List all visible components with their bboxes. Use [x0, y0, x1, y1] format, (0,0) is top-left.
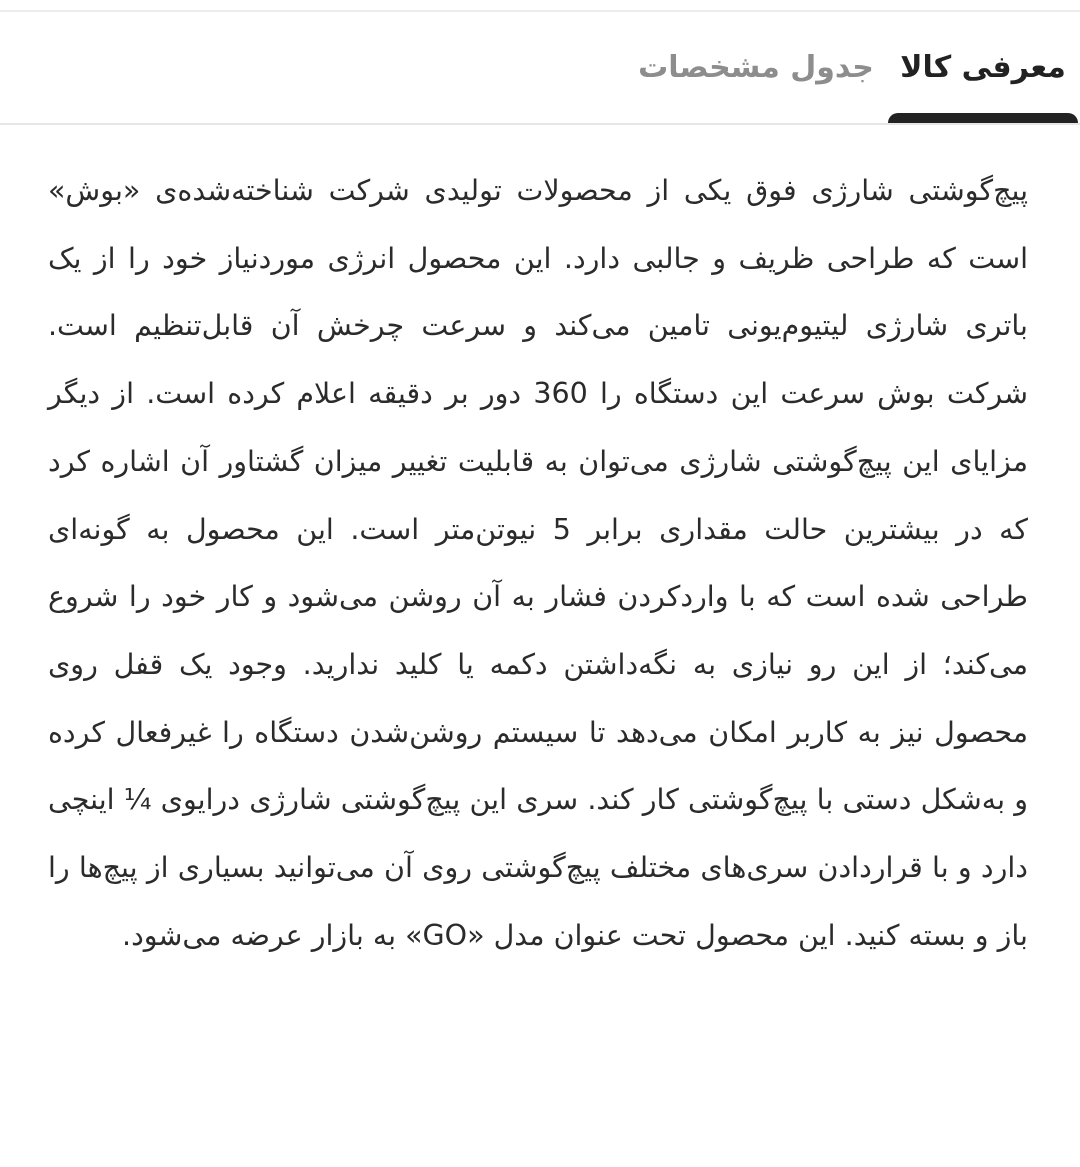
- tabs-divider: [0, 123, 1080, 125]
- tab-specifications-label: جدول مشخصات: [638, 50, 874, 85]
- active-tab-indicator: [888, 113, 1078, 123]
- product-description: پیچ‌گوشتی شارژی فوق یکی از محصولات تولیدی شرکت شناخته‌شده‌ی «بوش» است که طراحی ظریف و جالبی دارد. این محصول انرژی موردنیاز خود را از یک باتری شارژی لیتیوم‌یونی تامین می‌کند و سرعت چرخش آن قابل‌تنظیم است. شرکت بوش سرعت این دستگاه را 360 دور بر دقیقه اعلام کرده است. از دیگر مزایای این پیچ‌گوشتی شارژی می‌توان به قابلیت تغییر میزان گشتاور آن اشاره کرد که در بیشترین حالت مقداری برابر 5 نیوتن‌متر است. این محصول به گونه‌ای طراحی شده است که با واردکردن فشار به آن روشن می‌شود و کار خود را شروع می‌کند؛ از این رو نیازی به نگه‌داشتن دکمه یا کلید ندارید. وجود یک قفل روی محصول نیز به کاربر امکان می‌دهد تا سیستم روشن‌شدن دستگاه را غیرفعال کرده و به‌شکل دستی با پیچ‌گوشتی کار کند. سری این پیچ‌گوشتی شارژی درایوی ¼ اینچی دارد و با قراردادن سری‌های مختلف پیچ‌گوشتی روی آن می‌توانید بسیاری از پیچ‌ها را باز و بسته کنید. این محصول تحت عنوان مدل «GO» به بازار عرضه می‌شود.: [48, 174, 1029, 952]
- tab-specifications[interactable]: [624, 12, 888, 123]
- product-tabs: [0, 12, 1080, 123]
- tab-product-intro[interactable]: [888, 12, 1078, 123]
- tab-product-intro-label: معرفی کالا: [900, 50, 1066, 85]
